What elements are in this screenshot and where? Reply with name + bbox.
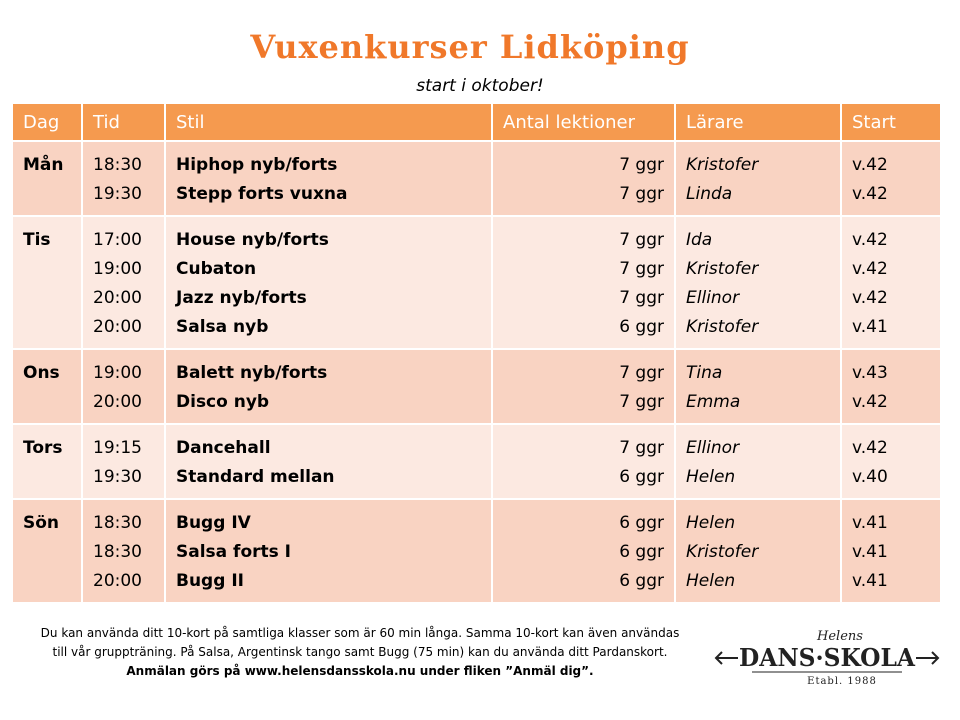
time-cell [82,424,165,499]
time: 17:00 [93,230,142,250]
teacher: Helen [686,571,736,591]
style: Stepp forts vuxna [176,184,348,204]
lesson-count: 7 ggr [619,288,664,308]
time-cell [82,216,165,349]
time: 18:30 [93,542,142,562]
page-title: Vuxenkurser Lidköping [250,28,690,66]
lesson-count: 7 ggr [619,155,664,175]
teacher: Ellinor [686,288,740,308]
lesson-count-cell [492,141,675,216]
style-cell [165,141,492,216]
time: 19:00 [93,259,142,279]
start-week: v.41 [852,513,888,533]
start-week: v.42 [852,230,888,250]
teacher: Emma [686,392,741,412]
style-cell [165,216,492,349]
lesson-count: 7 ggr [619,363,664,383]
teacher: Kristofer [686,317,759,337]
lesson-count: 7 ggr [619,392,664,412]
time: 20:00 [93,288,142,308]
time: 19:00 [93,363,142,383]
lesson-count: 6 ggr [619,467,664,487]
logo-established-text: Etabl. 1988 [807,676,877,687]
time: 19:30 [93,467,142,487]
time: 20:00 [93,392,142,412]
teacher-cell [675,349,841,424]
time-cell [82,141,165,216]
lesson-count-cell [492,349,675,424]
start-week: v.41 [852,317,888,337]
footer-note [18,624,702,681]
style: Disco nyb [176,392,270,412]
footer-line: Du kan använda ditt 10-kort på samtliga klasser som är 60 min långa. Samma 10-kort kan även användas [40,626,680,640]
day-cell: Ons [13,349,82,424]
style: Bugg II [176,571,244,591]
lesson-count-cell [492,216,675,349]
start-week: v.42 [852,259,888,279]
start-week-cell [841,424,941,499]
teacher: Tina [686,363,723,383]
style: Balett nyb/forts [176,363,328,383]
start-week-cell [841,216,941,349]
style: Standard mellan [176,467,335,487]
time-cell [82,349,165,424]
column-header-start: Start [841,104,941,141]
teacher: Helen [686,467,736,487]
teacher-cell [675,424,841,499]
table-header-row [13,104,941,141]
footer-signup-line: Anmälan görs på www.helensdansskola.nu under fliken ”Anmäl dig”. [126,664,594,678]
start-week: v.40 [852,467,888,487]
teacher-cell [675,216,841,349]
schedule-body [13,141,941,602]
lesson-count: 6 ggr [619,571,664,591]
day-cell: Sön [13,499,82,602]
day-cell: Tis [13,216,82,349]
start-week: v.42 [852,392,888,412]
time-cell [82,499,165,602]
table-row [13,141,941,216]
teacher: Ellinor [686,438,740,458]
column-header-stil: Stil [165,104,492,141]
column-header-tid: Tid [82,104,165,141]
teacher: Ida [686,230,713,250]
style: House nyb/forts [176,230,329,250]
style: Hiphop nyb/forts [176,155,338,175]
lesson-count: 6 ggr [619,513,664,533]
style: Salsa nyb [176,317,269,337]
start-week-cell [841,141,941,216]
dansskola-logo [712,628,942,688]
table-row [13,349,941,424]
day-cell: Mån [13,141,82,216]
time: 18:30 [93,513,142,533]
teacher: Linda [686,184,733,204]
style: Jazz nyb/forts [176,288,307,308]
start-week: v.42 [852,155,888,175]
start-week: v.43 [852,363,888,383]
style: Salsa forts I [176,542,291,562]
style-cell [165,349,492,424]
style: Cubaton [176,259,257,279]
start-week-cell [841,349,941,424]
lesson-count-cell [492,499,675,602]
time: 20:00 [93,571,142,591]
lesson-count-cell [492,424,675,499]
teacher: Kristofer [686,259,759,279]
column-header-larare: Lärare [675,104,841,141]
teacher-cell [675,141,841,216]
style: Dancehall [176,438,271,458]
lesson-count: 7 ggr [619,184,664,204]
logo-script-text: Helens [817,629,863,644]
start-week: v.41 [852,542,888,562]
lesson-count: 6 ggr [619,317,664,337]
schedule-table [13,104,942,602]
start-week: v.42 [852,288,888,308]
time: 19:30 [93,184,142,204]
teacher: Kristofer [686,542,759,562]
footer-line: till vår gruppträning. På Salsa, Argentinsk tango samt Bugg (75 min) kan du använda ditt Pardanskort. [52,645,668,659]
style: Bugg IV [176,513,251,533]
lesson-count: 7 ggr [619,230,664,250]
start-week: v.41 [852,571,888,591]
lesson-count: 6 ggr [619,542,664,562]
day-cell: Tors [13,424,82,499]
column-header-antal: Antal lektioner [492,104,675,141]
style-cell [165,424,492,499]
logo-name-text: DANS·SKOLA [739,643,916,672]
time: 18:30 [93,155,142,175]
teacher: Kristofer [686,155,759,175]
column-header-dag: Dag [13,104,82,141]
start-week: v.42 [852,184,888,204]
time: 19:15 [93,438,142,458]
lesson-count: 7 ggr [619,438,664,458]
teacher: Helen [686,513,736,533]
table-row [13,499,941,602]
table-row [13,424,941,499]
page-subtitle: start i oktober! [416,76,544,96]
time: 20:00 [93,317,142,337]
start-week: v.42 [852,438,888,458]
teacher-cell [675,499,841,602]
table-row [13,216,941,349]
lesson-count: 7 ggr [619,259,664,279]
style-cell [165,499,492,602]
start-week-cell [841,499,941,602]
